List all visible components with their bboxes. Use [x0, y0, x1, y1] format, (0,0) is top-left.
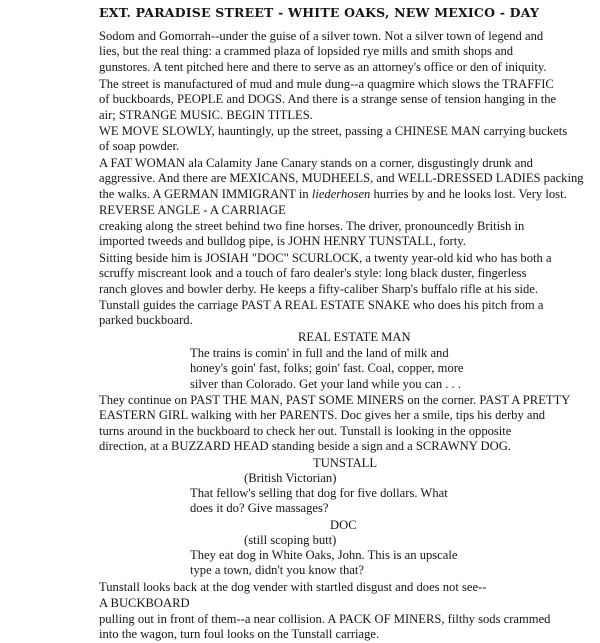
parenthetical: (British Victorian) — [244, 471, 337, 485]
character-name: TUNSTALL — [313, 456, 378, 470]
text-line: They continue on PAST THE MAN, PAST SOME MINERS on the corner. PAST A PRETTY — [99, 393, 571, 407]
scene-subheading — [99, 596, 579, 611]
text-line: ranch gloves and bowler derby. He keeps a fifty-caliber Sharp's buffalo rifle at his side. — [99, 281, 539, 296]
text-line: Tunstall guides the carriage PAST A REAL ESTATE SNAKE who does his pitch from a — [99, 298, 544, 312]
dialogue-block — [190, 346, 490, 392]
dialogue-line: That fellow's selling that dog for five dollars. What — [190, 486, 448, 500]
dialogue-line: The trains is comin' in full and the land of milk and — [190, 346, 449, 360]
action-paragraph — [99, 77, 579, 123]
italic-text: liederhosen — [311, 186, 371, 201]
text-line: scruffy miscreant look and a touch of faro dealer's style: long black duster, fingerless — [99, 266, 527, 281]
text-line: Sodom and Gomorrah--under the guise of a silver town. Not a silver town of legend and — [99, 29, 544, 43]
dialogue-line: type a town, didn't you know that? — [190, 563, 365, 578]
scene-heading: EXT. PARADISE STREET - WHITE OAKS, NEW MEXICO - DAY — [99, 5, 540, 20]
character-name: DOC — [330, 518, 357, 532]
text-line: of soap powder. — [99, 139, 180, 154]
parenthetical: (still scoping butt) — [244, 533, 337, 547]
action-paragraph — [99, 156, 584, 202]
text-line: imported tweeds and bulldog pipe, is JOHN HENRY TUNSTALL, forty. — [99, 234, 466, 249]
text-line: pulling out in front of them--a near collision. A PACK OF MINERS, filthy sods crammed — [99, 612, 551, 626]
action-paragraph — [99, 393, 579, 455]
dialogue-block — [190, 486, 490, 517]
action-paragraph — [99, 29, 579, 75]
text-segment: the walks. A GERMAN IMMIGRANT in — [99, 186, 312, 201]
text-line: REVERSE ANGLE - A CARRIAGE — [99, 203, 286, 217]
dialogue-line: honey's goin' fast, folks; goin' fast. Coal, copper, more — [190, 361, 464, 376]
text-line: Sitting beside him is JOSIAH "DOC" SCURLOCK, a twenty year-old kid who has both a — [99, 251, 552, 265]
dialogue-block — [190, 548, 490, 579]
text-line: WE MOVE SLOWLY, hauntingly, up the street, passing a CHINESE MAN carrying buckets — [99, 124, 568, 138]
text-line: of buckboards, PEOPLE and DOGS. And there is a strange sense of tension hanging in the — [99, 92, 557, 107]
text-line: A FAT WOMAN ala Calamity Jane Canary stands on a corner, disgustingly drunk and — [99, 156, 533, 170]
text-line: into the wagon, turn foul looks on the Tunstall carriage. — [99, 627, 380, 642]
dialogue-line: They eat dog in White Oaks, John. This is an upscale — [190, 548, 458, 562]
text-line: lies, but the real thing: a crammed plaza of lopsided rye mills and smith shops and — [99, 44, 514, 59]
text-line: air; STRANGE MUSIC. BEGIN TITLES. — [99, 107, 313, 122]
action-paragraph — [99, 298, 579, 329]
character-name: REAL ESTATE MAN — [298, 330, 411, 344]
text-line: The street is manufactured of mud and mule dung--a quagmire which slows the TRAFFIC — [99, 77, 554, 91]
action-paragraph — [99, 124, 579, 155]
text-line: A BUCKBOARD — [99, 596, 190, 610]
text-line — [99, 187, 579, 202]
text-line: direction, at a BUZZARD HEAD standing beside a sign and a SCRAWNY DOG. — [99, 439, 511, 454]
dialogue-line: does it do? Give massages? — [190, 501, 329, 516]
text-segment: hurries by and he looks lost. Very lost. — [370, 186, 567, 201]
text-line: gunstores. A tent pitched here and there to serve as an attorney's office or den of iniquity. — [99, 59, 547, 74]
action-paragraph — [99, 219, 579, 250]
action-paragraph — [99, 612, 579, 643]
scene-subheading — [99, 203, 579, 218]
text-line: creaking along the street behind two fine horses. The driver, pronouncedly British in — [99, 219, 525, 233]
action-paragraph — [99, 580, 579, 595]
text-line: aggressive. And there are MEXICANS, MUDHEELS, and WELL-DRESSED LADIES packing — [99, 171, 584, 186]
dialogue-line: silver than Colorado. Get your land while you can . . . — [190, 376, 462, 391]
action-paragraph — [99, 251, 579, 297]
text-line: Tunstall looks back at the dog vender with startled disgust and does not see-- — [99, 580, 487, 594]
text-line: turns around in the buckboard to check her out. Tunstall is looking in the opposite — [99, 423, 512, 438]
text-line: EASTERN GIRL walking with her PARENTS. Doc gives her a smile, tips his derby and — [99, 408, 546, 423]
text-line: parked buckboard. — [99, 313, 193, 328]
